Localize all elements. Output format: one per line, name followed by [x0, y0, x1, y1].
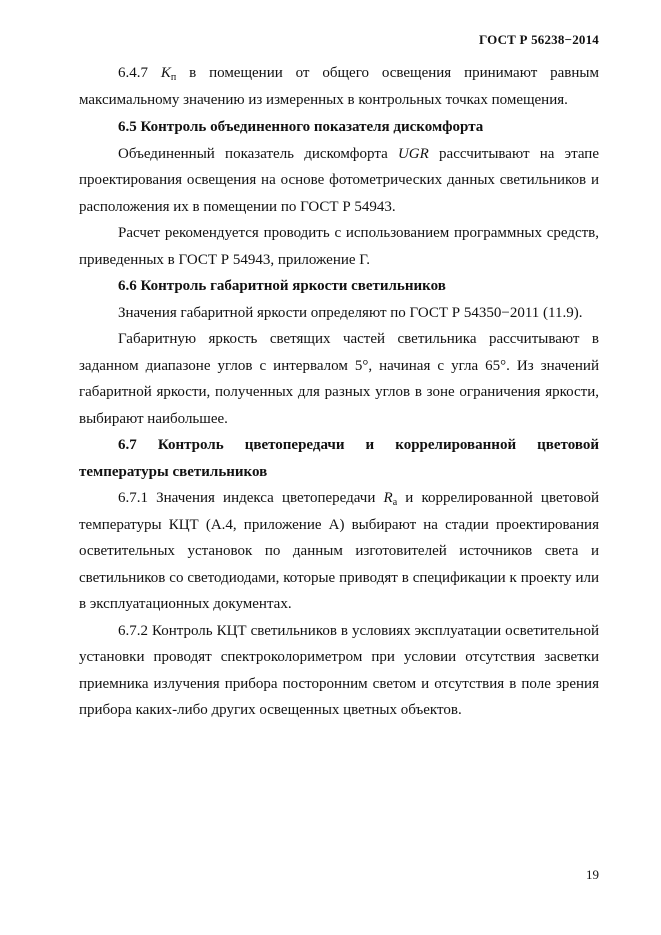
paragraph-text: Объединенный показатель дискомфорта: [118, 145, 398, 162]
document-body: [79, 60, 599, 724]
heading-6-5: 6.5 Контроль объединенного показателя дискомфорта: [118, 119, 484, 135]
heading-6-6: 6.6 Контроль габаритной яркости светильников: [118, 278, 446, 294]
symbol-r-subscript: a: [392, 497, 398, 508]
paragraph-text: 6.7.1 Значения индекса цветопередачи: [118, 490, 384, 506]
paragraph-6-5-ugr: [79, 141, 599, 221]
heading-6-7: 6.7 Контроль цветопередачи и коррелированной цветовой температуры светильников: [79, 437, 599, 480]
paragraph-text: рассчитывают на этапе проектирования освещения на основе фотометрических данных светильников и расположения их в помещении по ГОСТ Р 54943.: [79, 145, 599, 215]
symbol-ugr: UGR: [397, 145, 429, 162]
paragraph-6-7-1: [79, 485, 599, 618]
page-header-standard: ГОСТ Р 56238−2014: [478, 32, 599, 47]
paragraph-6-4-7: [79, 60, 599, 113]
paragraph-text: в помещении от общего освещения принимают равным максимальному значению из измеренных в контрольных точках помещения.: [79, 65, 599, 108]
paragraph-6-6-calculation: Габаритную яркость светящих частей светильника рассчитывают в заданном диапазоне углов с интервалом 5°, начиная с угла 65°. Из значений габаритной яркости, полученных для разных углов в зоне ограничения яркости, выбирают наибольшее.: [79, 331, 599, 427]
symbol-r: R: [383, 490, 393, 506]
page-number: 19: [586, 867, 599, 882]
symbol-k-subscript: п: [170, 72, 177, 83]
paragraph-text: и коррелированной цветовой температуры КЦТ (А.4, приложение А) выбирают на стадии проектирования осветительных установок по данным изготовителей источников света и светильников со светодиодами, которые приводят в спецификации к проекту или в эксплуатационных документах.: [79, 490, 599, 612]
paragraph-6-5-software: Расчет рекомендуется проводить с использованием программных средств, приведенных в ГОСТ Р 54943, приложение Г.: [79, 225, 599, 268]
clause-number: 6.4.7: [118, 65, 161, 81]
symbol-k: K: [160, 65, 171, 81]
paragraph-6-7-2: 6.7.2 Контроль КЦТ светильников в условиях эксплуатации осветительной установки проводят спектроколориметром при условии отсутствия засветки приемника излучения прибора посторонним светом и отсутствия в поле зрения прибора каких-либо других освещенных цветных объектов.: [79, 622, 599, 718]
paragraph-6-6-values: Значения габаритной яркости определяют по ГОСТ Р 54350−2011 (11.9).: [118, 304, 583, 321]
